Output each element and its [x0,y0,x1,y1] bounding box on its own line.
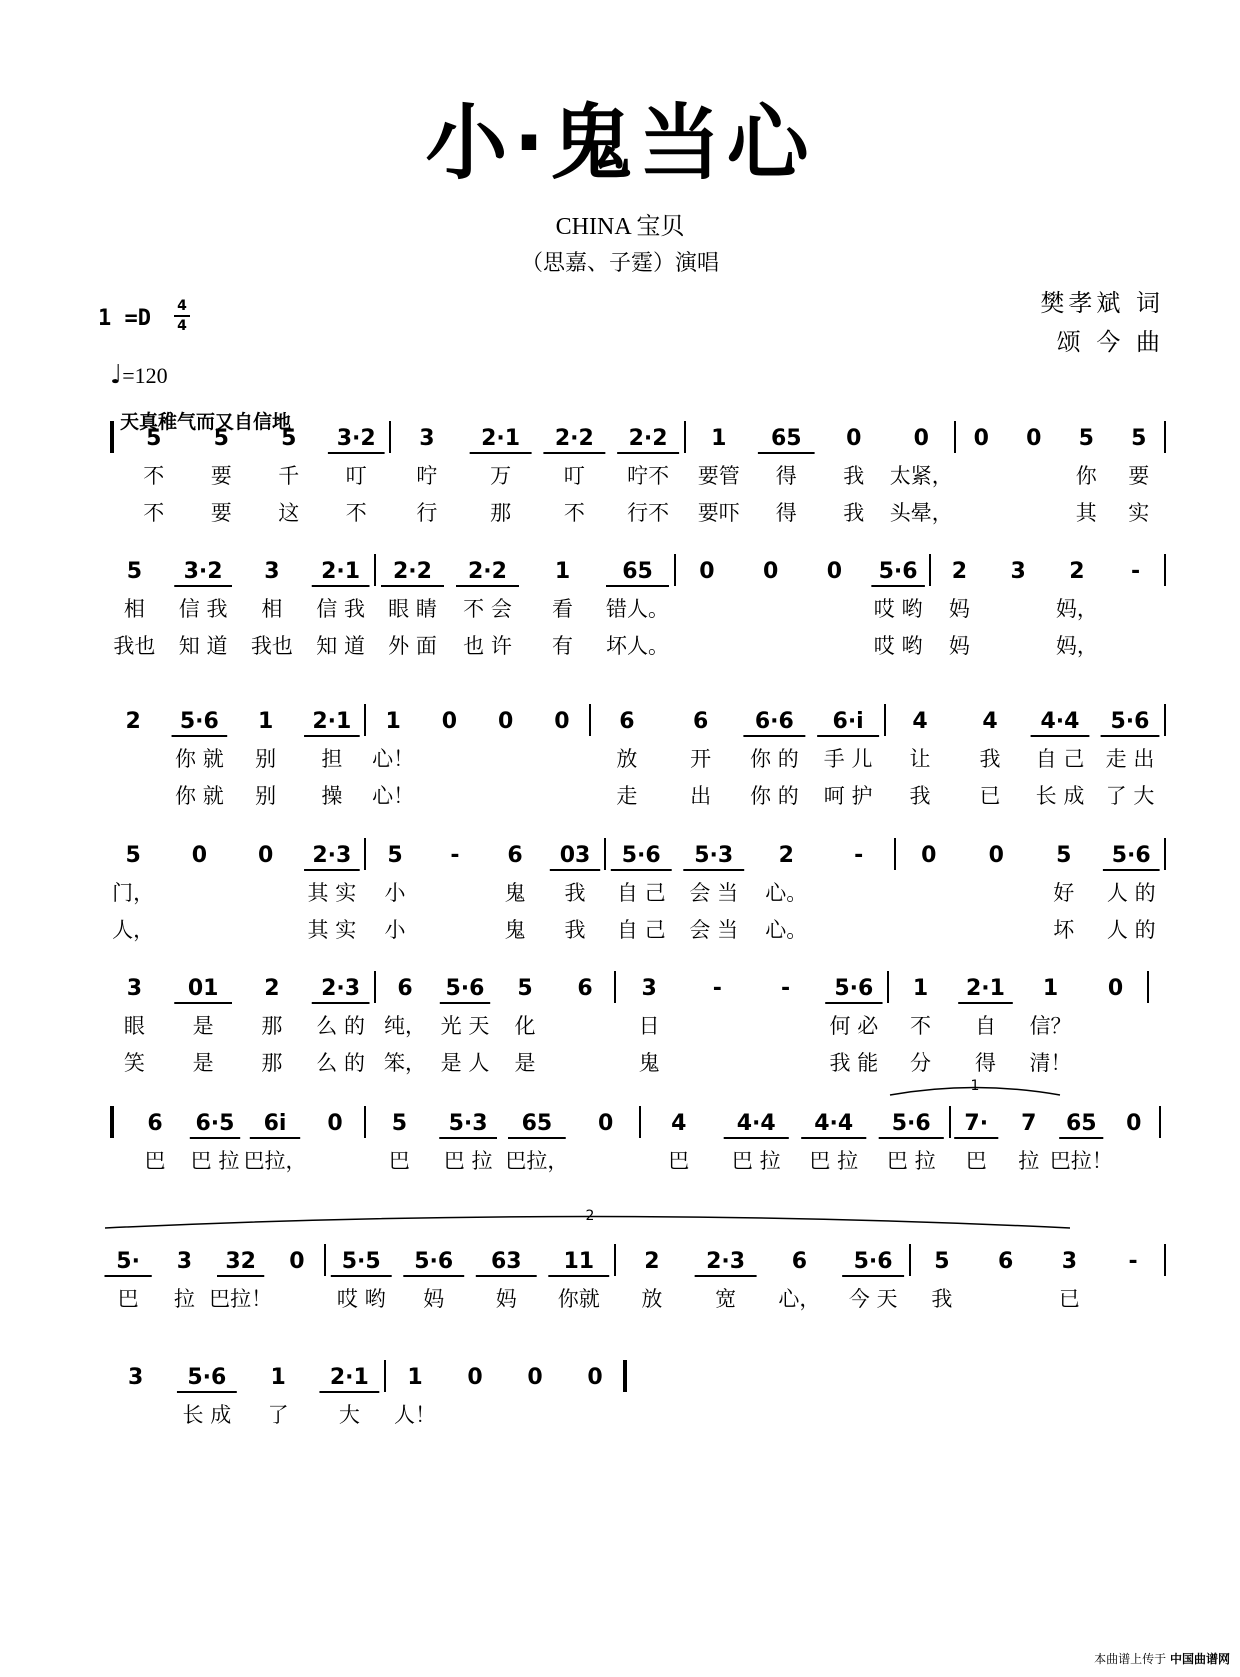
score-note: 6·i [832,709,864,734]
score-note: 0 [826,559,843,584]
score-note: 5·5 [341,1249,381,1274]
lyric-verse1: 放 [616,747,638,771]
lyric-verse1: 不 [143,464,165,488]
lyric-verse1: 心， [778,1287,821,1311]
score-note: 3 [1061,1249,1078,1274]
lyric-verse1: 心！ [372,747,415,771]
lyric-verse1: 拉 [173,1287,195,1311]
score-note: 5· [116,1249,140,1274]
lyric-verse1: 大 [338,1403,360,1427]
lyric-verse1: 宽 [715,1287,737,1311]
score-note: 5·6 [621,843,661,868]
lyric-verse2: 要 [210,501,232,525]
score-note: 3 [264,559,280,584]
score-note: - [854,843,864,868]
score-note: 5·6 [445,976,485,1001]
score-note: 5 [934,1249,950,1274]
score-note: 6 [397,976,413,1001]
score-note: 3 [127,1365,144,1390]
score-note: 0 [497,709,514,734]
lyricist-credit: 樊孝斌 词 [1040,289,1164,317]
lyric-verse1: 得 [775,464,797,488]
score-note: 5·6 [1110,709,1150,734]
score-note: 2·1 [481,426,521,451]
lyric-verse2: 鬼 [638,1051,660,1075]
lyric-verse1: 要 [210,464,232,488]
lyric-verse1: 巴 拉 [731,1149,781,1173]
score-note: 2·2 [554,426,594,451]
lyric-verse1: 错人。 [606,597,669,621]
score-note: 0 [913,426,929,451]
lyric-verse1: 巴拉， [243,1149,307,1173]
lyric-verse1: 开 [690,747,712,771]
lyric-verse1: 自 己 [616,881,666,905]
score-note: 1 [407,1365,423,1390]
score-note: 5·6 [179,709,219,734]
score-note: 5 [387,843,403,868]
score-note: 4 [912,709,928,734]
lyric-verse1: 你 [1075,464,1097,488]
lyric-verse2: 小 [384,918,406,942]
lyric-verse2: 别 [255,784,277,808]
lyric-verse1: 小 [384,881,406,905]
lyric-verse1: 日 [638,1014,660,1038]
lyric-verse1: 眼 睛 [388,597,437,621]
score-note: 65 [1065,1111,1097,1136]
lyric-verse2: 要吓 [697,501,740,525]
score-note: 6 [507,843,523,868]
score-note: 5·6 [187,1365,227,1390]
lyric-verse1: 么 的 [316,1014,365,1038]
score-note: 0 [191,843,208,868]
score-note: 3 [641,976,657,1001]
lyric-verse1: 信？ [1029,1014,1072,1038]
score-note: 3·2 [336,426,376,451]
score-note: 1 [257,709,274,734]
lyric-verse1: 巴 [668,1149,690,1173]
song-title: 小·鬼当心 [425,96,815,191]
lyric-verse1: 已 [1058,1287,1080,1311]
lyric-verse1: 咛 [416,464,438,488]
lyric-verse2: 那 [490,501,512,525]
score-note: 5 [146,426,162,451]
score-note: 2 [951,559,968,584]
lyric-verse2: 我 [843,501,865,525]
lyric-verse2: 得 [775,501,797,525]
score-note: 0 [554,709,570,734]
singers-credit: （思嘉、子霆）演唱 [520,251,719,276]
score-note: - [1128,1249,1138,1274]
score-note: 5·6 [414,1249,454,1274]
score-note: 6 [147,1111,163,1136]
lyric-verse1: 我 [564,881,586,905]
lyric-verse2: 心！ [372,784,415,808]
lyric-verse1: 眼 [123,1014,145,1038]
lyric-verse1: 巴拉， [505,1149,569,1173]
score-note: 4·4 [1040,709,1080,734]
lyric-verse2: 人 的 [1106,918,1156,942]
score-note: 6 [692,709,709,734]
score-note: 2·2 [628,426,668,451]
score-note: 0 [762,559,779,584]
lyric-verse1: 好 [1053,881,1075,905]
lyric-verse1: 巴 [965,1149,987,1173]
lyric-verse2: 有 [552,634,573,658]
lyric-verse1: 巴 拉 [886,1149,936,1173]
score-note: 1 [385,709,401,734]
lyric-verse1: 光 天 [440,1014,490,1038]
score-note: 1 [912,976,929,1001]
lyric-verse1: 别 [255,747,277,771]
lyric-verse1: 心。 [765,881,808,905]
lyric-verse2: 这 [278,501,300,525]
lyric-verse1: 千 [278,464,300,488]
lyric-verse1: 妈 [948,597,970,621]
lyric-verse1: 我 [843,464,865,488]
score-note: 5 [281,426,297,451]
lyric-verse1: 其 实 [307,881,357,905]
score-note: 5 [391,1111,408,1136]
score-note: 2·1 [312,709,352,734]
lyric-verse1: 让 [909,747,931,771]
lyric-verse2: 不 [345,501,367,525]
lyric-verse1: 自 己 [1035,747,1085,771]
lyric-verse1: 巴 拉 [443,1149,493,1173]
lyric-verse2: 实 [1128,501,1150,525]
lyric-verse2: 心。 [765,918,808,942]
score-note: 65 [521,1111,553,1136]
score-note: 2 [1069,559,1085,584]
lyric-verse2: 行不 [627,501,670,525]
score-note: 0 [1026,426,1042,451]
lyric-verse2: 走 [616,784,638,808]
score-note: 6 [619,709,635,734]
score-note: 63 [490,1249,522,1274]
album-subtitle: CHINA 宝贝 [555,214,685,240]
lyric-verse2: 我 [564,918,586,942]
score-note: 3 [126,976,143,1001]
lyric-verse2: 坏 [1053,918,1075,942]
lyric-verse2: 你 的 [750,784,799,808]
lyric-verse1: 放 [641,1287,663,1311]
lyric-verse1: 长 成 [182,1403,232,1427]
score-note: 2·3 [321,976,361,1001]
lyric-verse1: 你 就 [175,747,224,771]
composer-credit: 颂 今 曲 [1056,328,1164,356]
lyric-verse1: 太紧， [889,464,953,488]
lyric-verse2: 分 [910,1051,931,1075]
lyric-verse2: 那 [261,1051,283,1075]
lyric-verse2: 笨， [384,1051,426,1075]
lyric-verse1: 手 儿 [823,747,873,771]
score-note: 6 [791,1249,808,1274]
lyric-verse2: 哎 哟 [873,634,923,658]
score-note: 5 [1078,426,1094,451]
score-note: 65 [622,559,653,584]
score-note: 1 [270,1365,286,1390]
lyric-verse2: 其 [1075,501,1097,525]
score-note: 0 [921,843,937,868]
lyric-verse1: 要管 [697,464,740,488]
score-note: 5·6 [891,1111,931,1136]
lyric-verse1: 鬼 [504,881,526,905]
score-note: 4·4 [814,1111,854,1136]
score-note: 2·1 [321,559,361,584]
lyric-verse2: 外 面 [388,634,437,658]
lyric-verse1: 纯， [384,1014,426,1038]
lyric-verse1: 咛不 [627,464,670,488]
score-note: 4 [982,709,998,734]
lyric-verse1: 你就 [557,1287,600,1311]
score-note: 6i [263,1111,287,1136]
lyric-verse1: 叮 [563,464,585,488]
volta-first-label: 1 [970,1078,980,1094]
lyric-verse1: 我 [979,747,1001,771]
score-note: 4·4 [736,1111,776,1136]
footer-text: 本曲谱上传于 [1094,1652,1167,1666]
time-signature-bottom: 4 [177,318,187,334]
lyric-verse1: 相 [261,597,283,621]
lyric-verse2: 坏人。 [606,634,669,658]
quarter-note-icon: ♩ [110,360,123,390]
lyric-verse2: 头晕， [889,501,953,525]
lyric-verse2: 笑 [123,1051,145,1075]
lyric-verse2: 人， [112,918,155,942]
score-note: 0 [973,426,989,451]
lyric-verse1: 不 [910,1014,931,1038]
score-note: 2 [778,843,794,868]
key-signature: 1 =D [98,306,151,331]
lyric-verse2: 自 己 [616,918,666,942]
score-note: 5 [1056,843,1072,868]
score-note: 2 [264,976,280,1001]
lyric-verse1: 叮 [345,464,367,488]
lyric-verse2: 操 [321,784,343,808]
footer-site: 中国曲谱网 [1169,1652,1230,1666]
lyric-verse2: 清！ [1029,1051,1072,1075]
lyric-verse1: 巴 拉 [809,1149,859,1173]
lyric-verse2: 我 能 [829,1051,879,1075]
lyric-verse1: 人 的 [1106,881,1156,905]
lyric-verse1: 巴拉！ [1049,1149,1113,1173]
lyric-verse1: 自 [975,1014,996,1038]
lyric-verse1: 妈 [495,1287,517,1311]
score-note: - [712,976,722,1001]
lyric-verse2: 得 [975,1051,996,1075]
score-note: 5·3 [694,843,734,868]
score-note: 5·6 [853,1249,893,1274]
score-note: - [781,976,791,1001]
score-note: 1 [711,426,727,451]
lyric-verse1: 看 [552,597,573,621]
lyric-verse1: 拉 [1018,1149,1040,1173]
footer-credit [1094,1650,1230,1667]
lyric-verse1: 门， [112,881,155,905]
score-note: 5 [213,426,229,451]
lyric-verse2: 是 [192,1051,214,1075]
score-note: 1 [554,559,571,584]
score-note: 5·6 [834,976,874,1001]
score-note: 0 [441,709,458,734]
score-note: 6 [997,1249,1014,1274]
lyric-verse1: 巴拉！ [209,1287,273,1311]
score-note: 0 [467,1365,483,1390]
score-note: 0 [257,843,274,868]
score-note: 5·6 [878,559,918,584]
lyric-verse2: 妈， [1055,634,1098,658]
score-note: 5·3 [448,1111,488,1136]
lyric-verse1: 那 [261,1014,283,1038]
lyric-verse2: 会 当 [689,918,739,942]
score-note: 2·3 [312,843,352,868]
lyric-verse2: 么 的 [316,1051,365,1075]
lyric-verse1: 要 [1128,464,1150,488]
score-note: 2·3 [706,1249,746,1274]
score-note: 5 [1131,426,1147,451]
lyric-verse1: 化 [514,1014,536,1038]
score-note: 7· [964,1111,989,1136]
lyric-verse1: 会 当 [689,881,739,905]
lyric-verse2: 是 [514,1051,536,1075]
lyric-verse1: 不 会 [463,597,512,621]
time-signature-top: 4 [177,298,187,314]
lyric-verse2: 我也 [113,634,156,658]
lyric-verse2: 也 许 [463,634,512,658]
score-note: 11 [563,1249,595,1274]
score-note: 0 [597,1111,614,1136]
lyric-verse1: 担 [321,747,343,771]
score-note: 0 [527,1365,543,1390]
score-note: 5 [125,843,141,868]
score-note: 6·5 [195,1111,235,1136]
score-note: 0 [1126,1111,1142,1136]
lyric-verse2: 知 道 [316,634,365,658]
lyric-verse1: 了 [267,1403,289,1427]
score-note: 5·6 [1111,843,1151,868]
score-note: 3 [419,426,435,451]
score-note: 3·2 [183,559,223,584]
score-note: 2·1 [329,1365,369,1390]
lyric-verse2: 我也 [250,634,293,658]
lyric-verse1: 今 天 [848,1287,898,1311]
lyric-verse1: 何 必 [829,1014,879,1038]
score-note: 1 [1042,976,1059,1001]
lyric-verse1: 哎 哟 [873,597,923,621]
score-note: 6 [577,976,593,1001]
lyric-verse2: 行 [416,501,438,525]
score-note: 2·2 [393,559,432,584]
score-note: 7 [1021,1111,1037,1136]
lyric-verse1: 万 [490,464,512,488]
score-note: 0 [846,426,862,451]
score-note: 0 [988,843,1004,868]
score-note: 3 [176,1249,193,1274]
lyric-verse1: 巴 [388,1149,410,1173]
lyric-verse2: 不 [143,501,165,525]
score-note: 01 [187,976,219,1001]
score-note: 2·1 [966,976,1005,1001]
expression-marking: 天真稚气而又自信地 [120,411,292,433]
score-note: 0 [327,1111,343,1136]
lyric-verse1: 人！ [394,1403,436,1427]
lyric-verse1: 巴 [117,1287,139,1311]
lyric-verse1: 妈， [1055,597,1098,621]
score-note: 2 [644,1249,660,1274]
lyric-verse1: 你 的 [750,747,799,771]
lyric-verse1: 相 [123,597,145,621]
score-note: 0 [1107,976,1124,1001]
lyric-verse2: 呵 护 [823,784,873,808]
lyric-verse1: 是 [192,1014,214,1038]
lyric-verse1: 信 我 [316,597,365,621]
lyric-verse1: 走 出 [1105,747,1155,771]
lyric-verse1: 哎 哟 [336,1287,386,1311]
lyric-verse2: 妈 [948,634,970,658]
score-note: 65 [770,426,802,451]
lyric-verse2: 鬼 [504,918,526,942]
lyric-verse2: 长 成 [1035,784,1085,808]
score-note: 2 [125,709,141,734]
lyric-verse2: 其 实 [307,918,357,942]
score-note: 6·6 [754,709,794,734]
lyric-verse2: 你 就 [175,784,224,808]
score-note: 3 [1010,559,1026,584]
score-note: 4 [671,1111,687,1136]
lyric-verse2: 我 [909,784,931,808]
tempo-value: =120 [122,363,168,388]
score-note: 0 [587,1365,603,1390]
lyric-verse1: 巴 [144,1149,166,1173]
lyric-verse2: 出 [690,784,712,808]
score-note: 03 [559,843,591,868]
score-note: 5 [126,559,143,584]
lyric-verse1: 妈 [423,1287,445,1311]
lyric-verse1: 巴 拉 [190,1149,240,1173]
lyric-verse2: 知 道 [178,634,228,658]
lyric-verse2: 是 人 [440,1051,490,1075]
lyric-verse2: 了 大 [1105,784,1155,808]
volta-second-label: 2 [585,1208,595,1224]
score-note: 2·2 [468,559,507,584]
lyric-verse2: 不 [563,501,585,525]
lyric-verse2: 已 [979,784,1001,808]
lyric-verse1: 信 我 [178,597,228,621]
lyric-verse1: 我 [931,1287,953,1311]
score-note: 0 [699,559,715,584]
score-note: - [450,843,460,868]
score-note: 5 [517,976,533,1001]
score-note: 0 [289,1249,305,1274]
score-note: - [1131,559,1141,584]
score-note: 32 [225,1249,256,1274]
